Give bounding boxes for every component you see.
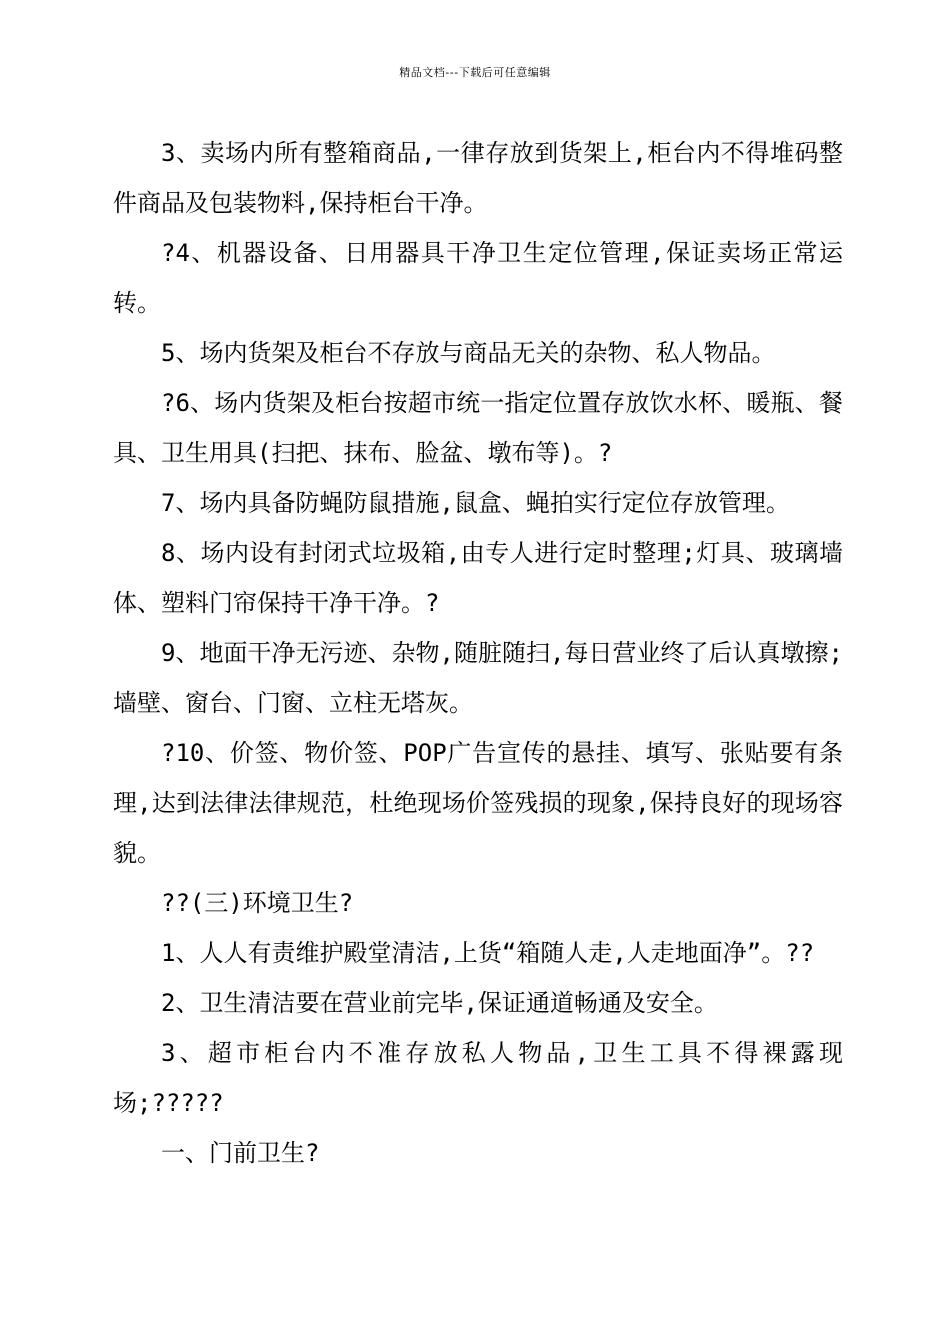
paragraph: ?10、价签、物价签、POP广告宣传的悬挂、填写、张贴要有条理,达到法律法律规范，杜绝现场价签残损的现象,保持良好的现场容貌。 — [113, 739, 843, 867]
paragraph: ?4、机器设备、日用器具干净卫生定位管理,保证卖场正常运转。 — [113, 239, 843, 317]
paragraph: 2、卫生清洁要在营业前完毕,保证通道畅通及安全。 — [161, 989, 718, 1017]
page-header: 精品文档---下载后可任意编辑 — [399, 66, 551, 79]
paragraph: 7、场内具备防蝇防鼠措施,鼠盒、蝇拍实行定位存放管理。 — [161, 489, 790, 517]
paragraph: 3、超市柜台内不准存放私人物品,卫生工具不得裸露现场;????? — [113, 1039, 843, 1117]
paragraph: 1、人人有责维护殿堂清洁,上货“箱随人走,人走地面净”。?? — [161, 939, 815, 967]
paragraph: 8、场内设有封闭式垃圾箱,由专人进行定时整理;灯具、玻璃墙体、塑料门帘保持干净干净。? — [113, 539, 843, 617]
paragraph: 3、卖场内所有整箱商品,一律存放到货架上,柜台内不得堆码整件商品及包装物料,保持柜台干净。 — [113, 139, 843, 217]
section-heading: 一、门前卫生? — [161, 1139, 320, 1167]
paragraph: ?6、场内货架及柜台按超市统一指定位置存放饮水杯、暖瓶、餐具、卫生用具(扫把、抹布、脸盆、墩布等)。? — [113, 389, 843, 467]
document-body — [113, 128, 843, 1178]
paragraph: 5、场内货架及柜台不存放与商品无关的杂物、私人物品。 — [161, 339, 776, 367]
section-heading: ??(三)环境卫生? — [161, 889, 354, 917]
paragraph: 9、地面干净无污迹、杂物,随脏随扫,每日营业终了后认真墩擦;墙壁、窗台、门窗、立柱无塔灰。 — [113, 639, 843, 717]
